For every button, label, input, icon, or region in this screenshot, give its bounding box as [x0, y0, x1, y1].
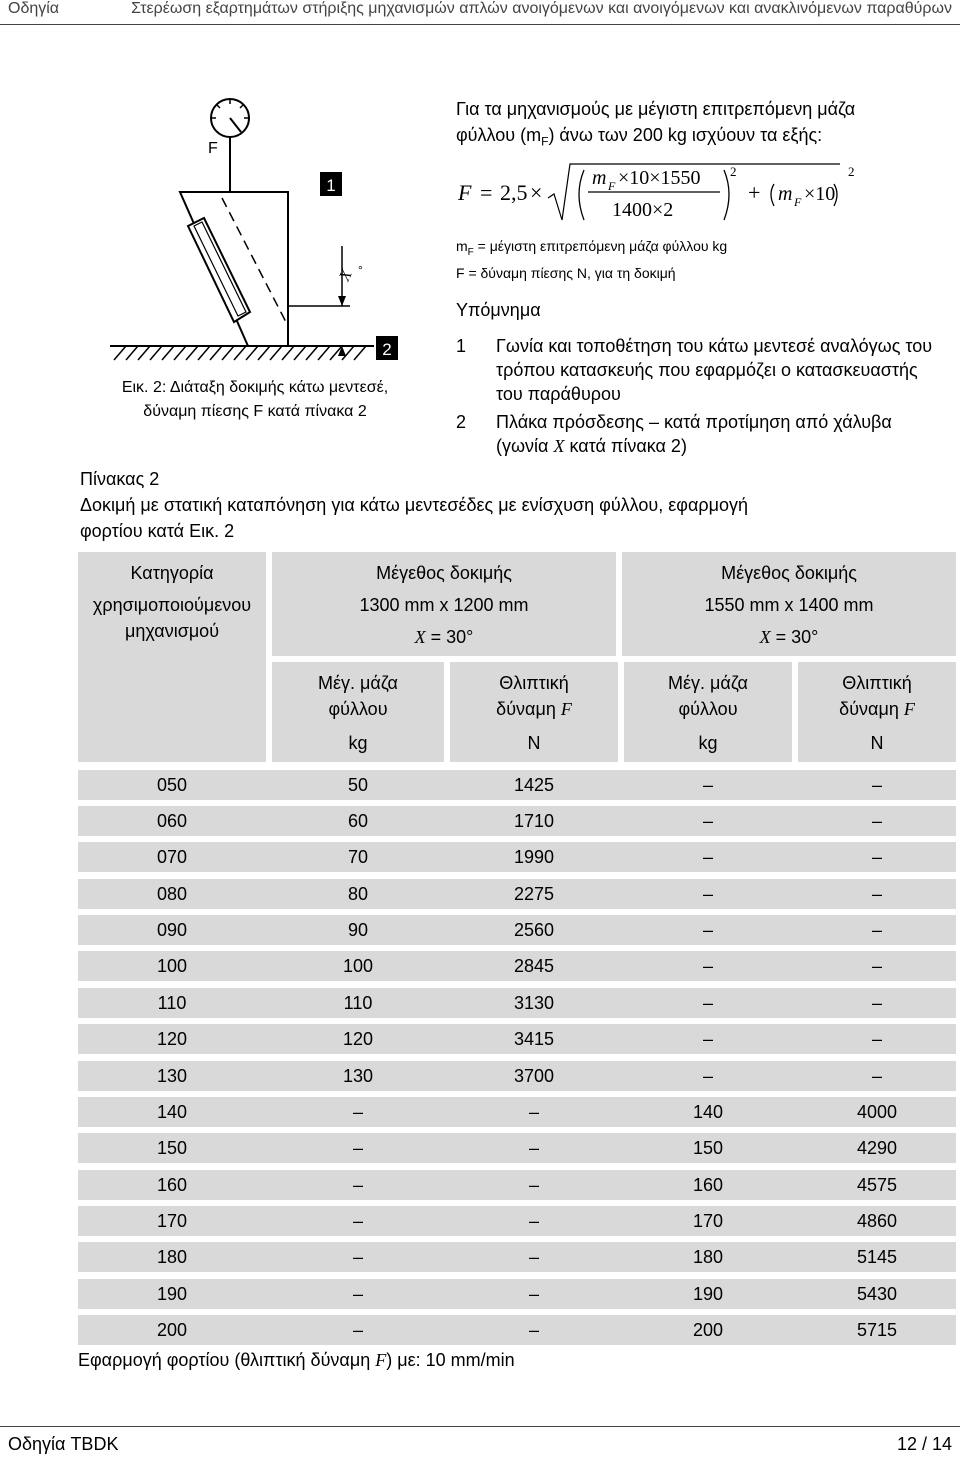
- table-caption: [80, 466, 910, 544]
- footer-doc-name: Οδηγία TBDK: [8, 1434, 119, 1454]
- definition-f: F = δύναμη πίεσης N, για τη δοκιμή: [456, 264, 676, 281]
- svg-text:×10: ×10: [804, 183, 836, 205]
- svg-text:F: F: [458, 180, 472, 205]
- footer-page-number: 12 / 14: [896, 1434, 952, 1454]
- header-doc-type: Οδηγία: [8, 0, 60, 17]
- legend-item-1: 1 Γωνία και τοποθέτηση του κάτω μεντεσέ αναλόγως του τρόπου κατασκευής που εφαρμόζει ο κατασκευαστής του παράθυρου: [456, 336, 933, 404]
- header-doc-title: Στερέωση εξαρτημάτων στήριξης μηχανισμών απλών ανοιγόμενων και ανοιγόμενων και ανακλινόμενων παραθύρων: [131, 0, 952, 17]
- svg-text:F: F: [608, 179, 616, 193]
- force-label: F: [208, 140, 218, 157]
- angle-label: X: [336, 267, 356, 284]
- table-row: 190 – – 190 5430: [78, 1279, 956, 1309]
- table-row: 070 70 1990 – –: [78, 842, 956, 872]
- test-setup-figure: [110, 96, 410, 370]
- svg-text:2: 2: [382, 340, 392, 359]
- table-row: 120 120 3415 – –: [78, 1024, 956, 1054]
- svg-text:1: 1: [326, 176, 336, 195]
- table-row: 090 90 2560 – –: [78, 915, 956, 945]
- table-row: 050 50 1425 – –: [78, 770, 956, 800]
- angle-degree: °: [358, 263, 363, 277]
- intro-text: [456, 96, 936, 155]
- svg-text:F: F: [794, 195, 802, 209]
- table-row: 160 – – 160 4575: [78, 1170, 956, 1200]
- header-rule: [0, 24, 960, 25]
- subheader-mass1: Μέγ. μάζα φύλλου kg: [318, 673, 398, 753]
- svg-text:=: =: [480, 180, 493, 205]
- table-footnote: Εφαρμογή φορτίου (θλιπτική δύναμη F) με: 10 mm/min: [78, 1350, 515, 1370]
- subheader-force1: Θλιπτική δύναμη F N: [496, 673, 572, 753]
- table-title-line1: Δοκιμή με στατική καταπόνηση για κάτω μεντεσέδες με ενίσχυση φύλλου, εφαρμογή: [80, 495, 748, 515]
- table-row: 110 110 3130 – –: [78, 988, 956, 1018]
- table-row: 100 100 2845 – –: [78, 951, 956, 981]
- svg-text:m: m: [778, 183, 793, 205]
- legend-item-2: 2 Πλάκα πρόσδεσης – κατά προτίμηση από χάλυβα (γωνία X κατά πίνακα 2): [456, 412, 892, 456]
- table-title-line2: φορτίου κατά Εικ. 2: [80, 521, 235, 541]
- formula-definitions: [456, 236, 727, 283]
- table-number: Πίνακας 2: [80, 469, 160, 489]
- svg-text:2: 2: [848, 164, 855, 179]
- header-category: Κατηγορία χρησιμοποιούμενου μηχανισμού: [92, 563, 252, 641]
- table-row: 200 – – 200 5715: [78, 1315, 956, 1345]
- force-formula: [456, 160, 876, 230]
- figure-caption-line1: Εικ. 2: Διάταξη δοκιμής κάτω μεντεσέ,: [121, 379, 389, 396]
- subheader-mass2: Μέγ. μάζα φύλλου kg: [668, 673, 748, 753]
- intro-line1: Για τα μηχανισμούς με μέγιστη επιτρεπόμενη μάζα: [456, 99, 856, 119]
- table-row: 150 – – 150 4290: [78, 1133, 956, 1163]
- svg-text:+: +: [748, 180, 761, 205]
- definition-mf: $m_F = \mu έ\gamma\iota\sigma\tau\eta$ επιτρεπόμενη μάζα φύλλου kg: [456, 238, 728, 258]
- ground-hatching: [114, 346, 366, 360]
- figure-caption: [90, 376, 420, 424]
- legend-list: [456, 334, 946, 462]
- svg-text:1400×2: 1400×2: [612, 199, 674, 221]
- svg-text:×10×1550: ×10×1550: [618, 167, 701, 189]
- table-row: 170 – – 170 4860: [78, 1206, 956, 1236]
- header-group2: Μέγεθος δοκιμής 1550 mm x 1400 mm X = 30°: [704, 563, 874, 647]
- figure-caption-line2: δύναμη πίεσης F κατά πίνακα 2: [143, 403, 367, 420]
- table-row: 140 – – 140 4000: [78, 1097, 956, 1127]
- table-row: 080 80 2275 – –: [78, 879, 956, 909]
- svg-text:m: m: [592, 167, 607, 189]
- table-row: 060 60 1710 – –: [78, 806, 956, 836]
- table-row: 130 130 3700 – –: [78, 1061, 956, 1091]
- svg-text:2: 2: [730, 164, 737, 179]
- header-group1: Μέγεθος δοκιμής 1300 mm x 1200 mm X = 30°: [359, 563, 529, 647]
- legend-title: Υπόμνημα: [456, 300, 541, 320]
- subheader-force2: Θλιπτική δύναμη F N: [839, 673, 915, 753]
- footer-rule: [0, 1426, 960, 1427]
- svg-text:2,5: 2,5: [500, 180, 528, 205]
- table-row: 180 – – 180 5145: [78, 1242, 956, 1272]
- svg-text:×: ×: [530, 180, 543, 205]
- intro-line2: φύλλου $(m_F)$ άνω των 200 kg ισχύουν τα εξής:: [456, 125, 823, 149]
